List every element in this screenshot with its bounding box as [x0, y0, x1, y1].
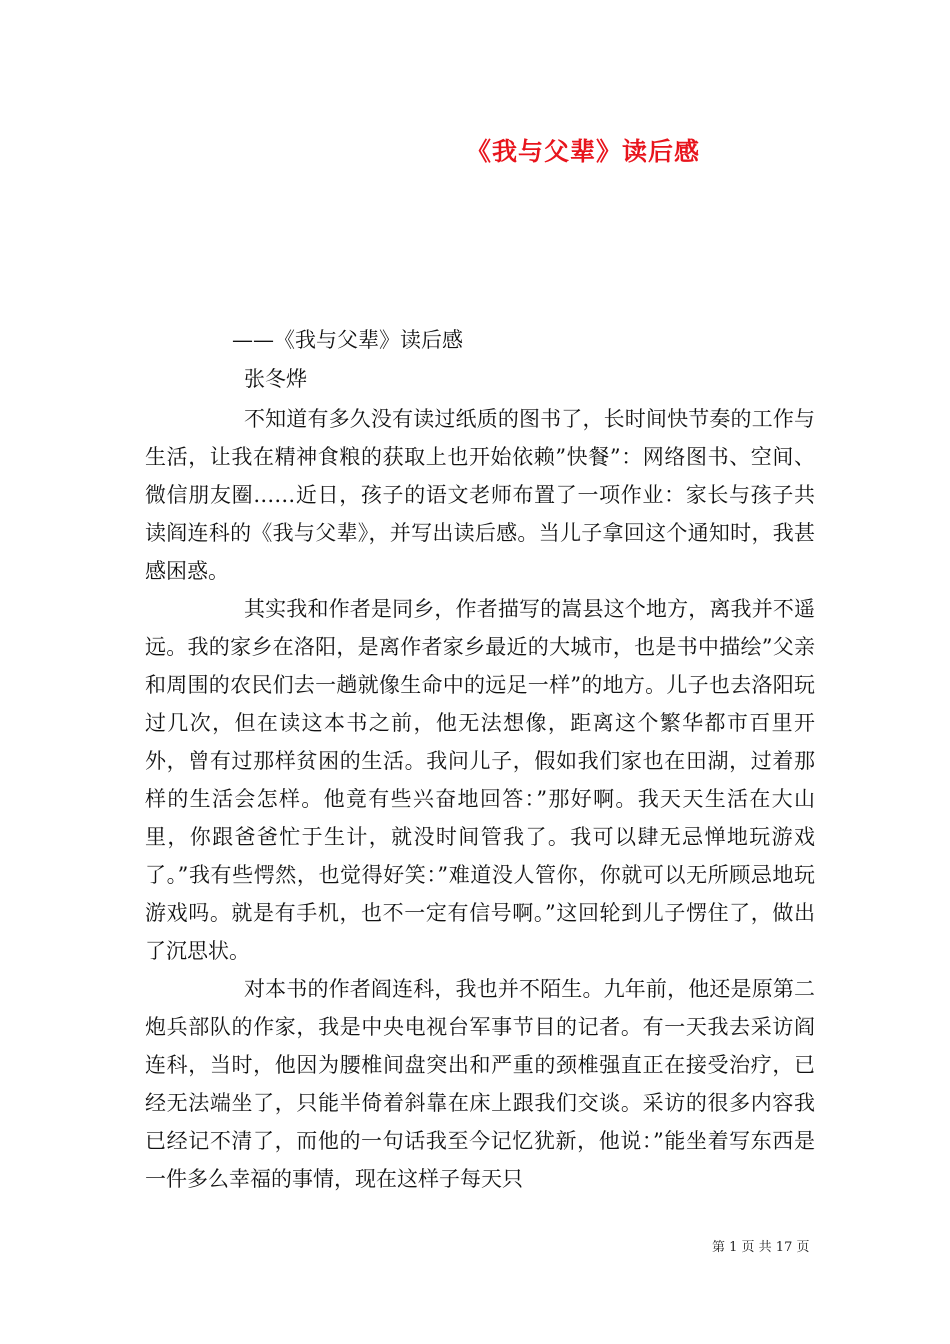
- paragraph: 其实我和作者是同乡，作者描写的嵩县这个地方，离我并不遥远。我的家乡在洛阳，是离作者家乡最近的大城市，也是书中描绘”父亲和周围的农民们去一趟就像生命中的远足一样”的地方。儿子也去洛阳玩过几次，但在读这本书之前，他无法想像，距离这个繁华都市百里开外，曾有过那样贫困的生活。我问儿子，假如我们家也在田湖，过着那样的生活会怎样。他竟有些兴奋地回答：”那好啊。我天天生活在大山里，你跟爸爸忙于生计，就没时间管我了。我可以肆无忌惮地玩游戏了。”我有些愕然，也觉得好笑：”难道没人管你，你就可以无所顾忌地玩游戏吗。就是有手机，也不一定有信号啊。”这回轮到儿子愣住了，做出了沉思状。: [145, 597, 815, 963]
- paragraph: 不知道有多久没有读过纸质的图书了，长时间快节奏的工作与生活，让我在精神食粮的获取上也开始依赖”快餐”：网络图书、空间、微信朋友圈……近日，孩子的语文老师布置了一项作业：家长与孩子共读阎连科的《我与父辈》，并写出读后感。当儿子拿回这个通知时，我甚感困惑。: [145, 407, 815, 583]
- paragraph: 对本书的作者阎连科，我也并不陌生。九年前，他还是原第二炮兵部队的作家，我是中央电视台军事节目的记者。有一天我去采访阎连科，当时，他因为腰椎间盘突出和严重的颈椎强直正在接受治疗，已经无法端坐了，只能半倚着斜靠在床上跟我们交谈。采访的很多内容我已经记不清了，而他的一句话我至今记忆犹新，他说：”能坐着写东西是一件多么幸福的事情，现在这样子每天只: [145, 977, 815, 1191]
- document-title: 《我与父辈》读后感: [466, 137, 701, 166]
- body-text: [145, 400, 815, 1198]
- document-subtitle: ——《我与父辈》读后感: [232, 328, 463, 352]
- author-name: 张冬烨: [244, 367, 307, 391]
- page-number-footer: 第 1 页 共 17 页: [712, 1240, 810, 1255]
